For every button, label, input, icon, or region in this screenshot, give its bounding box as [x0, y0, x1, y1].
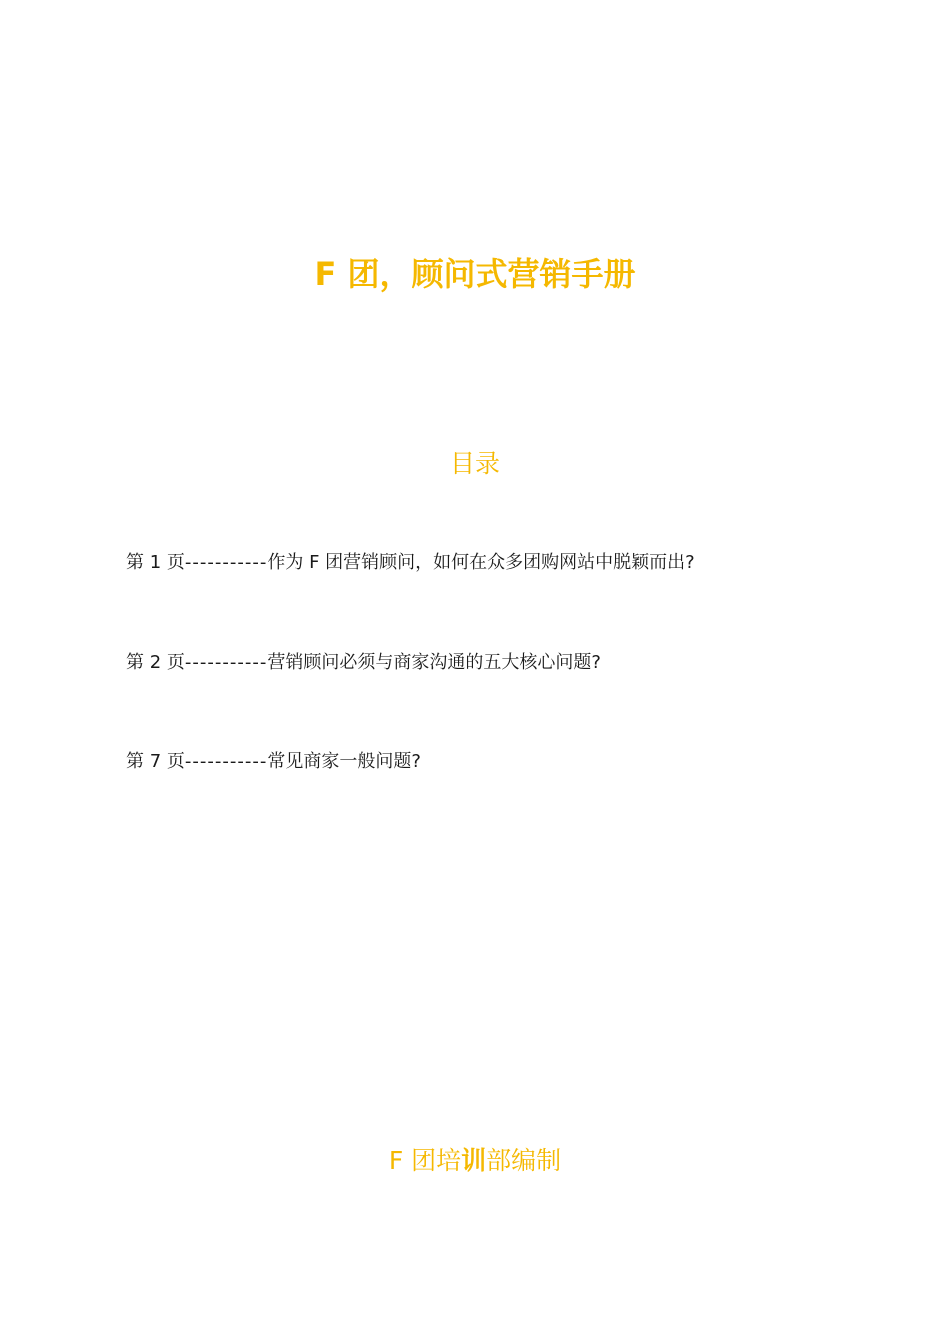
toc-entry-leader: -----------	[184, 751, 268, 772]
toc-entry-text: 营销顾问必须与商家沟通的五大核心问题?	[267, 652, 601, 673]
footer-credit-part1: F 团培	[388, 1146, 462, 1175]
toc-entry	[126, 650, 601, 676]
toc-entry	[126, 550, 695, 576]
toc-entry	[126, 749, 421, 775]
footer-credit-part2: 训	[461, 1146, 487, 1175]
toc-entry-leader: -----------	[184, 652, 268, 673]
toc-entry-page-label: 第 2 页	[126, 652, 185, 673]
document-title: F 团，顾问式营销手册	[314, 255, 636, 293]
toc-entry-text: 作为 F 团营销顾问，如何在众多团购网站中脱颖而出?	[267, 552, 695, 573]
toc-entry-page-label: 第 1 页	[126, 552, 185, 573]
footer-credit	[0, 1144, 950, 1178]
footer-credit-part3: 部编制	[486, 1146, 562, 1175]
toc-heading: 目录	[449, 449, 500, 478]
toc-entry-page-label: 第 7 页	[126, 751, 185, 772]
toc-entry-leader: -----------	[184, 552, 268, 573]
toc-entry-text: 常见商家一般问题?	[267, 751, 421, 772]
